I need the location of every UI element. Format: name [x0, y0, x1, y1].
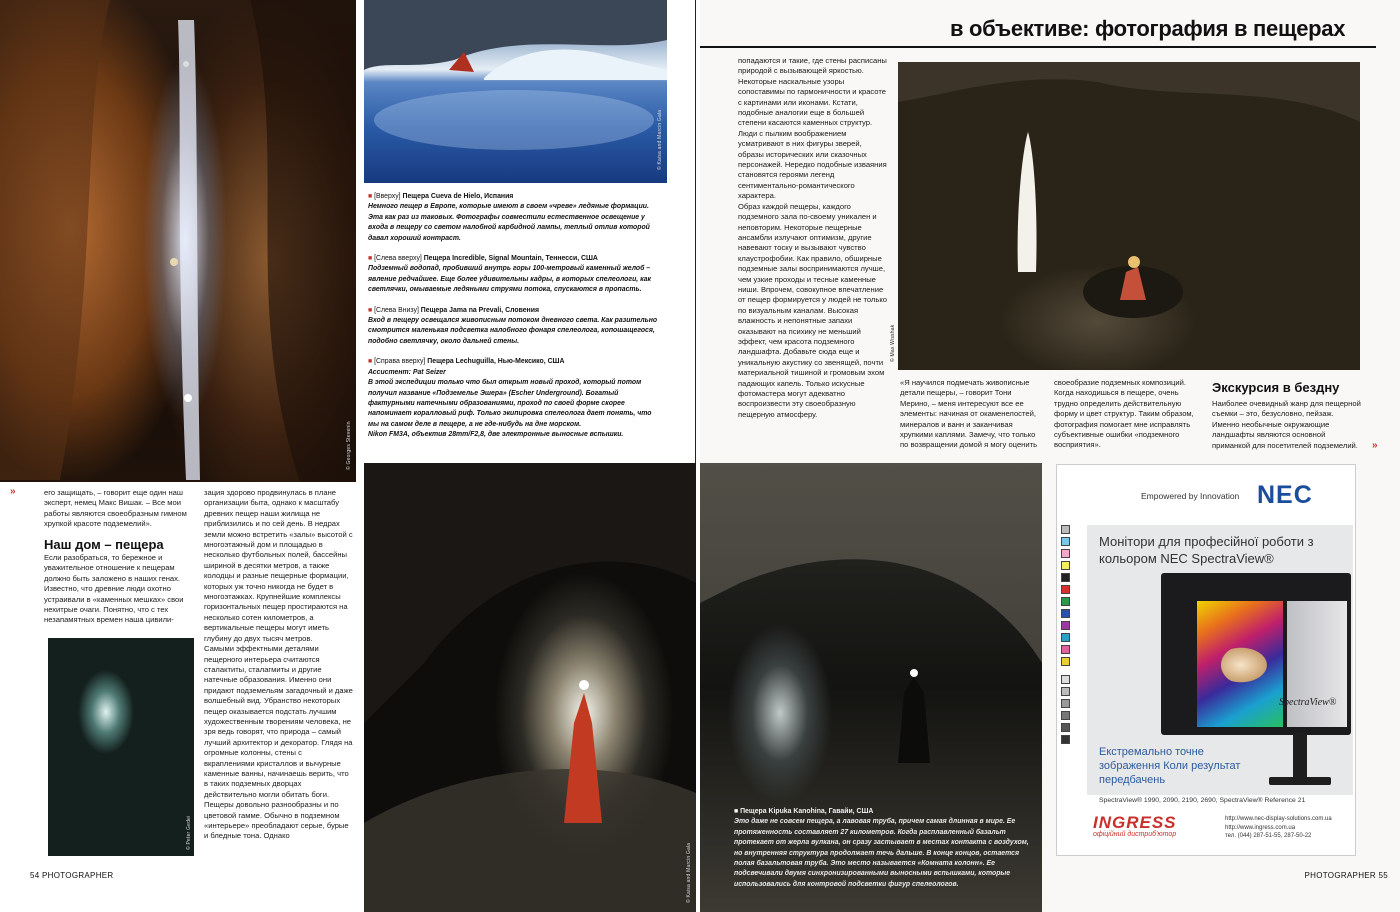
ice-cave-photo [364, 0, 667, 183]
color-swatch [1061, 537, 1070, 546]
ad-website-link[interactable]: http://www.ingress.com.ua [1225, 824, 1296, 831]
tunnel-drawing [364, 463, 696, 912]
caption: ■ [Вверху] Пещера Cueva de Hielo, Испания Немного пещер в Европе, которые имеют в своем «чреве» ледяные формации. Эта как раз из таковых. Фотографы совместили естественное освещение у входа в пещеру со светом налобной карбидной лампы, теплый отлив которой давал хороший контраст. [368, 192, 664, 244]
photo-credit: © Peter Gedei [186, 815, 192, 850]
caver-figure [184, 394, 192, 402]
caption: ■ [Слева Внизу] Пещера Jama na Prevali, Словения Вход в пещеру освещался живописным потоком дневного света. Как разительно смотрится маленькая подсветка налобного фонаря спелеолога, копошащегося, подобно светлячку, около дальней стены. [368, 306, 664, 348]
page-folio: PHOTOGRAPHER 55 [1304, 871, 1388, 880]
color-swatch [1061, 573, 1070, 582]
shaft-drawing [0, 0, 356, 482]
ingress-tagline: офіційний дистриб'ютор [1093, 831, 1177, 838]
caver-figure [170, 258, 178, 266]
screen-brand-label: SpectraView® [1279, 697, 1337, 708]
caption-title: Пещера Incredible, Signal Mountain, Теннесси, США [423, 255, 598, 263]
caption-gear: Nikon FM3A, объектив 28mm/F2,8, две электронные выносные вспышки. [368, 431, 624, 439]
color-swatch [1061, 711, 1070, 720]
monitor-side-panel [1287, 601, 1347, 727]
monitor-stand [1293, 733, 1307, 779]
lava-tube-photo-right [700, 463, 1042, 912]
continue-arrow: » [10, 486, 16, 497]
caption-text: Подземный водопад, пробивший внутрь горы 100-метровый каменный желоб – явление редчайшее. Еще более удивительны кадры, в которых спелеологи, как светлячки, омываемые ледяными струями потока, спускаются в пропасть. [368, 265, 652, 294]
color-swatch [1061, 597, 1070, 606]
ice-drawing [364, 0, 667, 183]
color-calibration-strip [1061, 525, 1073, 755]
caption-title: Пещера Jama na Prevali, Словения [420, 306, 539, 314]
section-heading: Наш дом – пещера [44, 537, 164, 552]
color-swatch [1061, 657, 1070, 666]
color-swatch [1061, 525, 1070, 534]
captions-block [368, 192, 664, 441]
ad-headline: Монітори для професійної роботи з кольором NEC SpectraView® [1099, 534, 1314, 566]
caption-text: Немного пещер в Европе, которые имеют в своем «чреве» ледяные формации. Эта как раз из таковых. Фотографы совместили естественное освещение у входа в пещеру со светом налобной карбидной лампы, теплый отлив которой давал хороший контраст. [368, 203, 650, 242]
column-c-body: своеобразие подземных композиций. Когда находишься в пещере, очень трудно определить действительную форму и цвет структур. Таким образом, фотография помогает мне исправлять субъективные ошибки «подземного восприятия». [1054, 378, 1194, 450]
nec-logo: NEC [1257, 481, 1313, 509]
section-title: в объективе: фотография в пещерах [950, 16, 1346, 41]
ad-tagline: Empowered by Innovation [1141, 491, 1240, 501]
ad-phone: тел. (044) 287-51-55, 287-50-22 [1225, 833, 1312, 839]
monitor-screen [1197, 601, 1283, 727]
ingress-logo [1093, 813, 1223, 849]
column-1-body: Если разобраться, то бережное и уважительное отношение к пещерам должно быть заложено в наших генах. Известно, что древние люди охотно устраивали в «каменных мешках» свои нехитрые очаги. Понятно, что с тех незапамятных времен наша цивили- [44, 553, 184, 625]
column-d-body: Наиболее очевидный жанр для пещерной съемки – это, безусловно, пейзаж. Именно необычные окружающие ландшафты являются основной приманкой для посетителей подземелий. [1212, 399, 1361, 450]
caption-title: Пещера Kipuka Kanohina, Гавайи, США [740, 808, 874, 815]
color-swatch [1061, 609, 1070, 618]
monitor-face [1221, 645, 1271, 685]
caption-tag: [Справа вверху] [374, 358, 426, 366]
column-1-top: его защищать, – говорит еще один наш эксперт, немец Макс Вишак. – Все мои работы являются своеобразным гимном хрупкой красоте подземелий». [44, 488, 187, 529]
continue-arrow: » [1372, 440, 1378, 451]
color-swatch [1061, 633, 1070, 642]
caption-tag: [Слева Внизу] [374, 306, 419, 314]
ad-website-link[interactable]: http://www.nec-display-solutions.com.ua [1225, 816, 1332, 822]
color-swatch [1061, 687, 1070, 696]
color-swatch [1061, 621, 1070, 630]
caption-text: Вход в пещеру освещался живописным потоком дневного света. Как разительно смотрится маленькая подсветка налобного фонаря спелеолога, копошащегося, подобно светлячку, около дальней стены. [368, 317, 658, 345]
right-page [700, 0, 1400, 912]
color-swatch [1061, 561, 1070, 570]
ad-subheadline: Екстремально точне зображення Коли результат передбачень [1099, 746, 1241, 786]
caption-assistant: Ассистент: Pat Seizer [368, 368, 446, 376]
caption-title: Пещера Lechuguilla, Нью-Мексико, США [427, 358, 565, 366]
column-b-body: «Я научился подмечать живописные детали пещеры, – говорит Тони Мерино, – меня интересуют все ее элементы: начиная от окаменелостей, минералов и ванн и заканчивая хрупкими каплями. Замечу, что только по возвращении домой я могу оценить [900, 378, 1038, 450]
ad-models: SpectraView® 1990, 2090, 2190, 2690, SpectraView® Reference 21 [1099, 797, 1306, 804]
caption: ■ [Справа вверху] Пещера Lechuguilla, Нью-Мексико, США Ассистент: Pat Seizer В этой экспедиции только что был открыт новый проход, который потом получил название «Подземелье Эшера» (Escher Underground). Богатый фактурными натечными образованиями, проход по своей форме скорее напоминает коралловый риф. Только экипировка спелеолога дает понять, что мы на самом деле в пещере, а не где-нибудь на дне морском. Nikon FM3A, объектив 28mm/F2,8, две электронные выносные вспышки. [368, 357, 664, 440]
color-swatch [1061, 699, 1070, 708]
ingress-wordmark: INGRESS [1093, 813, 1177, 832]
caver-figure [183, 61, 189, 67]
photo-credit: © Kaisa and Marcin Gala [686, 842, 692, 903]
column-a-body: попадаются и такие, где стены расписаны природой с вызывающей яркостью. Некоторые наскальные узоры сопоставимы по гармоничности и красоте с картинами или иконами. Кстати, подобные аналогии еще в большей степени касаются каменных структур. Люди с пылким воображением усматривают в них фигуры зверей, образы исторических или сказочных персонажей. Нередко подобные изваяния становятся героями легенд сентиментально-романтического характера. Образ каждой пещеры, каждого подземного зала по-своему уникален и неповторим. Некоторые пещерные ансамбли излучают оптимизм, другие навевают тоску и вызывают чувство клаустрофобии. Как правило, обширные подземные залы воспринимаются лучше, чем узкие проходы и тесные каменные ниши. Впрочем, совокупное впечатление от пещер формируется у людей не только по визуальным каналам. Высокая влажность и непонятные запахи оказывают на психику не меньший эффект, чем красота подземного ландшафта. Добавьте сюда еще и уникальную акустику со звенящей, почти материальной тишиной и громовым эхом падающих капель. Только искусные фотомастера могут адекватно воспроизвести эту своеобразную пещерную атмосферу. [738, 56, 887, 419]
column-2-body: зация здорово продвинулась в плане организации быта, однако к масштабу древних пещер наши жилища не приблизились и по сей день. В недрах земли можно встретить «залы» высотой с многоэтажный дом и площадью в несколько футбольных полей, бассейны шириной в десятки метров, а также колодцы и разные пещерные формации, которых уж точно никогда не будет в многоэтажках. Крупнейшие комплексы горизонтальных пещер простираются на несколько сотен километров, а вертикальные пещеры могут иметь глубину до двух тысяч метров. Самыми эффектными деталями пещерного интерьера считаются сталактиты, сталагмиты и другие натечные образования. Именно они придают подземельям загадочный и даже волшебный вид. Убранство некоторых пещер оказывается подстать лучшим художественным творениям человека, не зря ведь говорят, что природа – самый лучший архитектор и декоратор. Глядя на огромные колонны, стены с вкраплениями кристаллов и вычурные каменные ванны, начинаешь верить, что в таких подземных дворцах действительно могли обитать боги. Пещеры довольно разнообразны и по цветовой гамме. Обычно в подземном «интерьере» преобладают серые, бурые и бледные тона. Однако [204, 488, 353, 841]
left-page [0, 0, 696, 912]
bottom-caption: ■ Пещера Kipuka Kanohina, Гавайи, США Это даже не совсем пещера, а лавовая труба, причем самая длинная в мире. Ее протяженность составляет 27 километров. Когда расплавленный базальт протекает от жерла вулкана, он сразу застывает в местах контакта с воздухом, но внутренняя структура продолжает течь дальше. В конце концов, остается полая базальтовая труба. Это место называется «Комната колонн». Ее подсвечивали двумя синхронизированными выносными вспышками, которые использовались для контровой подсветки фигур спелеологов. [734, 807, 1030, 890]
color-swatch [1061, 585, 1070, 594]
color-swatch [1061, 645, 1070, 654]
monitor-base [1269, 777, 1331, 785]
ad-contacts [1225, 815, 1332, 841]
caption-text: В этой экспедиции только что был открыт новый проход, который потом получил название «Подземелье Эшера» (Escher Underground). Богатый фактурными натечными образованиями, проход по своей форме скорее напоминает коралловый риф. Только экипировка спелеолога дает понять, что мы на самом деле в пещере, а не где-нибудь на дне морском. [368, 379, 652, 428]
waterfall-shaft-photo [0, 0, 356, 482]
title-rule [700, 46, 1376, 48]
caver-figure [564, 693, 602, 823]
section-heading: Экскурсия в бездну [1212, 380, 1340, 395]
caption-tag: [Вверху] [374, 193, 401, 200]
lava-tube-photo-left [364, 463, 696, 912]
crystal-drawing [898, 62, 1360, 370]
lechuguilla-crystal-photo [890, 62, 1360, 370]
jama-cave-photo [48, 638, 194, 856]
color-swatch [1061, 675, 1070, 684]
caption-text: Это даже не совсем пещера, а лавовая труба, причем самая длинная в мире. Ее протяженность составляет 27 километров. Когда расплавленный базальт протекает от жерла вулкана, он сразу застывает в местах контакта с воздухом, но внутренняя структура продолжает течь дальше. В конце концов, остается полая базальтовая труба. Это место называется «Комната колонн». Ее подсвечивали двумя синхронизированными выносными вспышками, которые использовались для контровой подсветки фигур спелеологов. [734, 818, 1029, 888]
color-swatch [1061, 723, 1070, 732]
caption: ■ [Слева вверху] Пещера Incredible, Signal Mountain, Теннесси, США Подземный водопад, пробивший внутрь горы 100-метровый каменный желоб – явление редчайшее. Еще более удивительны кадры, в которых спелеологи, как светлячки, омываемые ледяными струями потока, спускаются в пропасть. [368, 254, 664, 296]
caption-title: Пещера Cueva de Hielo, Испания [402, 193, 514, 200]
caption-tag: [Слева вверху] [374, 255, 422, 263]
photo-credit: © Max Wisshak [890, 324, 896, 362]
caver-figure [898, 677, 930, 763]
nec-advertisement[interactable] [1056, 464, 1356, 856]
color-swatch [1061, 549, 1070, 558]
monitor-illustration [1161, 573, 1351, 735]
photo-credit: © Kaisa and Marcin Gala [657, 109, 663, 170]
color-swatch [1061, 735, 1070, 744]
photo-credit: © Georges Stevenin [346, 421, 352, 470]
page-folio: 54 PHOTOGRAPHER [30, 871, 114, 880]
